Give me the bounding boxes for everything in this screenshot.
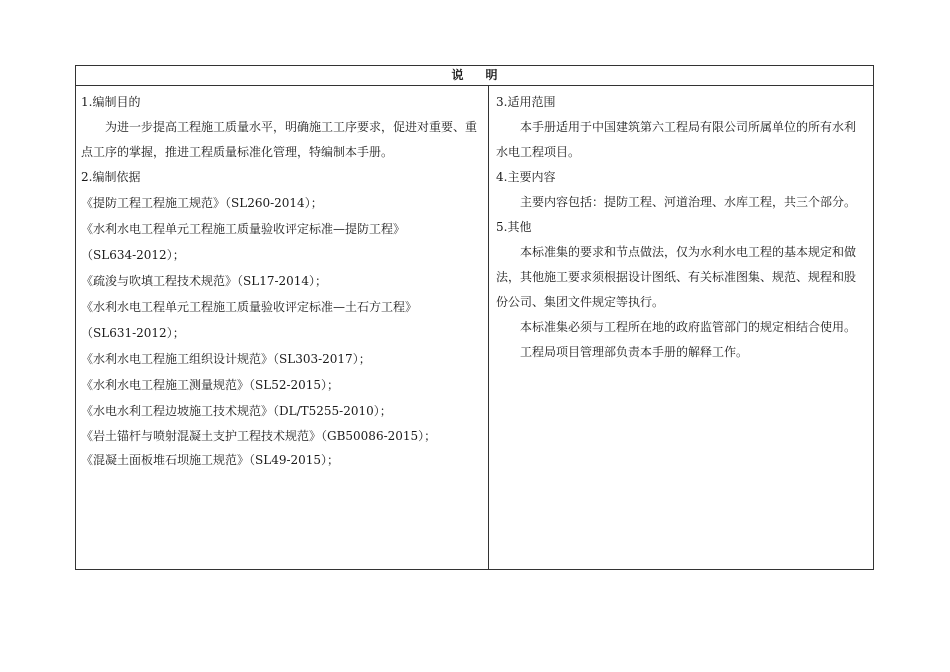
reference-item: （SL634-2012）； — [81, 248, 185, 262]
section-paragraph-content: 主要内容包括：提防工程、河道治理、水库工程，共三个部分。 — [520, 195, 857, 209]
section-paragraph-purpose: 为进一步提高工程施工质量水平，明确施工工序要求，促进对重要、重点工序的掌握，推进工程质量标准化管理，特编制本手册。 — [81, 120, 478, 159]
section-heading-basis: 2.编制依据 — [81, 170, 141, 184]
reference-item: 《水利水电工程单元工程施工质量验收评定标准—提防工程》 — [81, 222, 406, 236]
section-heading-other: 5.其他 — [496, 220, 532, 234]
section-paragraph-other-3: 工程局项目管理部负责本手册的解释工作。 — [520, 345, 749, 359]
section-paragraph-other-1: 本标准集的要求和节点做法，仅为水利水电工程的基本规定和做法，其他施工要求须根据设计图纸、有关标准图集、规范、规程和股份公司、集团文件规定等执行。 — [496, 245, 857, 309]
reference-item: 《水利水电工程施工组织设计规范》（SL303-2017）； — [81, 352, 371, 366]
reference-item: 《提防工程工程施工规范》（SL260-2014）； — [81, 196, 323, 210]
reference-item: 《混凝土面板堆石坝施工规范》（SL49-2015）； — [81, 453, 340, 467]
left-column — [76, 86, 489, 569]
reference-item: 《疏浚与吹填工程技术规范》（SL17-2014）； — [81, 274, 328, 288]
reference-item: 《水利水电工程施工测量规范》（SL52-2015）； — [81, 378, 340, 392]
reference-item: （SL631-2012）； — [81, 326, 185, 340]
reference-item: 《岩土锚杆与喷射混凝土支护工程技术规范》（GB50086-2015）； — [81, 429, 437, 443]
section-paragraph-scope: 本手册适用于中国建筑第六工程局有限公司所属单位的所有水利水电工程项目。 — [496, 120, 857, 159]
document-table — [75, 65, 874, 570]
section-heading-purpose: 1.编制目的 — [81, 95, 141, 109]
reference-item: 《水电水利工程边坡施工技术规范》（DL/T5255-2010）； — [81, 404, 392, 418]
page-title: 说明 — [76, 66, 873, 86]
section-heading-scope: 3.适用范围 — [496, 95, 556, 109]
section-paragraph-other-2: 本标准集必须与工程所在地的政府监管部门的规定相结合使用。 — [520, 320, 857, 334]
section-heading-content: 4.主要内容 — [496, 170, 556, 184]
reference-item: 《水利水电工程单元工程施工质量验收评定标准—土石方工程》 — [81, 300, 418, 314]
content-columns — [76, 86, 873, 569]
right-column — [489, 86, 873, 569]
